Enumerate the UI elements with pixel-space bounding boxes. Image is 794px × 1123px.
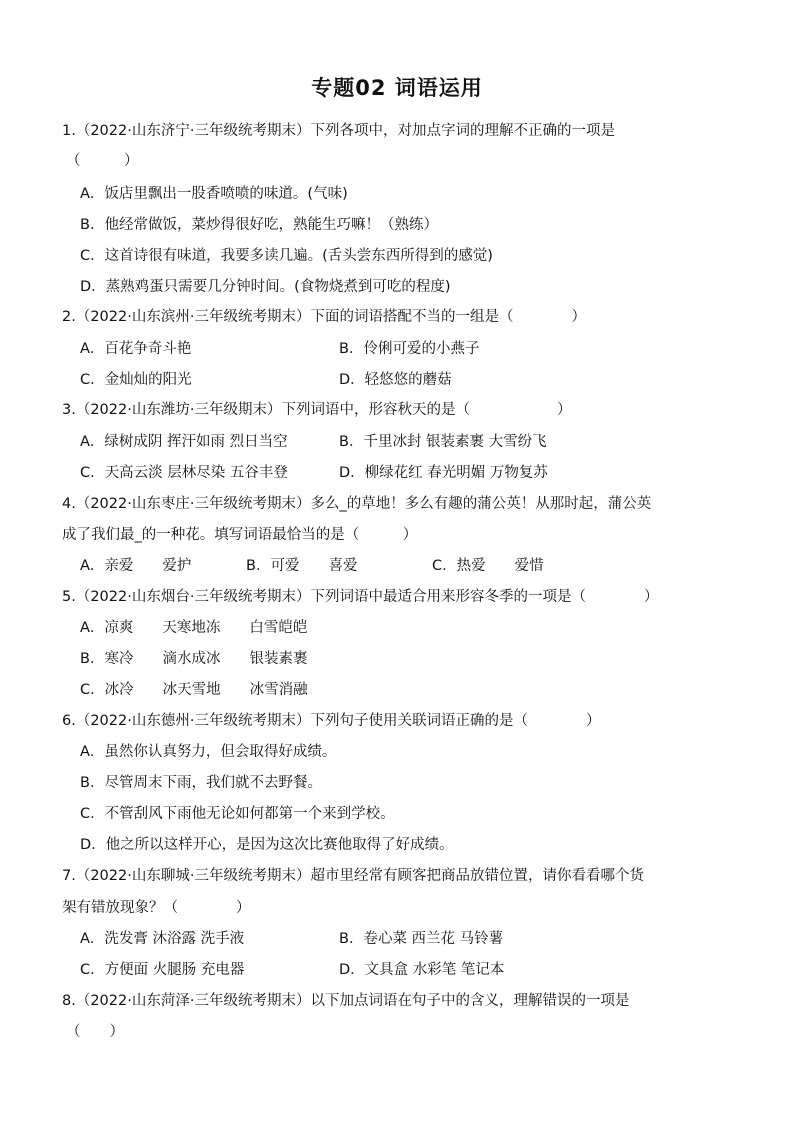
question-7-option-b: B．卷心菜 西兰花 马铃薯 [339, 931, 504, 947]
question-8-stem: 8.（2022·山东菏泽·三年级统考期末）以下加点词语在句子中的含义，理解错误的一项是 [62, 993, 630, 1009]
question-2-option-b: B．伶俐可爱的小燕子 [339, 341, 480, 357]
question-3-option-c: C．天高云淡 层林尽染 五谷丰登 [80, 465, 288, 481]
question-4-option-c: C．热爱 爱惜 [432, 558, 544, 574]
page-title: 专题02 词语运用 [311, 76, 483, 100]
question-6-option-c: C．不管刮风下雨他无论如何都第一个来到学校。 [80, 806, 395, 822]
question-5-stem: 5.（2022·山东烟台·三年级统考期末）下列词语中最适合用来形容冬季的一项是（ ） [62, 589, 659, 605]
question-4-stem: 4.（2022·山东枣庄·三年级统考期末）多么_的草地！多么有趣的蒲公英！从那时起，蒲公英 [62, 496, 652, 512]
question-1-blank: （ ） [66, 153, 139, 169]
question-6-stem: 6.（2022·山东德州·三年级统考期末）下列句子使用关联词语正确的是（ ） [62, 713, 601, 729]
question-7-option-a: A．洗发膏 沐浴露 洗手液 [80, 931, 245, 947]
question-6-option-d: D．他之所以这样开心，是因为这次比赛他取得了好成绩。 [80, 837, 454, 853]
question-1-option-b: B．他经常做饭，菜炒得很好吃，熟能生巧嘛！（熟练） [80, 217, 438, 233]
question-7-stem: 7.（2022·山东聊城·三年级统考期末）超市里经常有顾客把商品放错位置，请你看看哪个货 [62, 868, 644, 884]
question-3-option-d: D．柳绿花红 春光明媚 万物复苏 [339, 465, 548, 481]
question-3-option-a: A．绿树成阴 挥汗如雨 烈日当空 [80, 434, 288, 450]
question-7-option-d: D．文具盒 水彩笔 笔记本 [339, 962, 505, 978]
question-5-option-c: C．冰冷 冰天雪地 冰雪消融 [80, 682, 308, 698]
question-3-stem: 3.（2022·山东潍坊·三年级期末）下列词语中，形容秋天的是（ ） [62, 402, 572, 418]
question-2-stem: 2.（2022·山东滨州·三年级统考期末）下面的词语搭配不当的一组是（ ） [62, 309, 586, 325]
question-6-option-b: B．尽管周末下雨，我们就不去野餐。 [80, 775, 322, 791]
question-2-option-a: A．百花争奇斗艳 [80, 341, 192, 357]
question-8-blank: （ ） [66, 1024, 124, 1040]
question-1-option-d: D．蒸熟鸡蛋只需要几分钟时间。(食物烧煮到可吃的程度) [80, 279, 451, 295]
question-4-option-a: A．亲爱 爱护 [80, 558, 192, 574]
question-3-option-b: B．千里冰封 银装素裹 大雪纷飞 [339, 434, 547, 450]
question-4-stem-continued: 成了我们最_的一种花。填写词语最恰当的是（ ） [62, 527, 418, 543]
question-5-option-b: B．寒冷 滴水成冰 银装素裹 [80, 651, 308, 667]
question-2-option-c: C．金灿灿的阳光 [80, 372, 192, 388]
question-1-option-c: C．这首诗很有味道，我要多读几遍。(舌头尝东西所得到的感觉) [80, 248, 493, 264]
question-1-stem: 1.（2022·山东济宁·三年级统考期末）下列各项中，对加点字词的理解不正确的一项是 [62, 123, 615, 139]
question-4-option-b: B．可爱 喜爱 [246, 558, 358, 574]
question-1-option-a: A．饭店里飘出一股香喷喷的味道。(气味) [80, 186, 348, 202]
question-2-option-d: D．轻悠悠的蘑菇 [339, 372, 452, 388]
question-6-option-a: A．虽然你认真努力，但会取得好成绩。 [80, 744, 337, 760]
question-5-option-a: A．凉爽 天寒地冻 白雪皑皑 [80, 620, 308, 636]
question-7-option-c: C．方便面 火腿肠 充电器 [80, 962, 245, 978]
question-7-stem-continued: 架有错放现象？（ ） [62, 900, 251, 916]
